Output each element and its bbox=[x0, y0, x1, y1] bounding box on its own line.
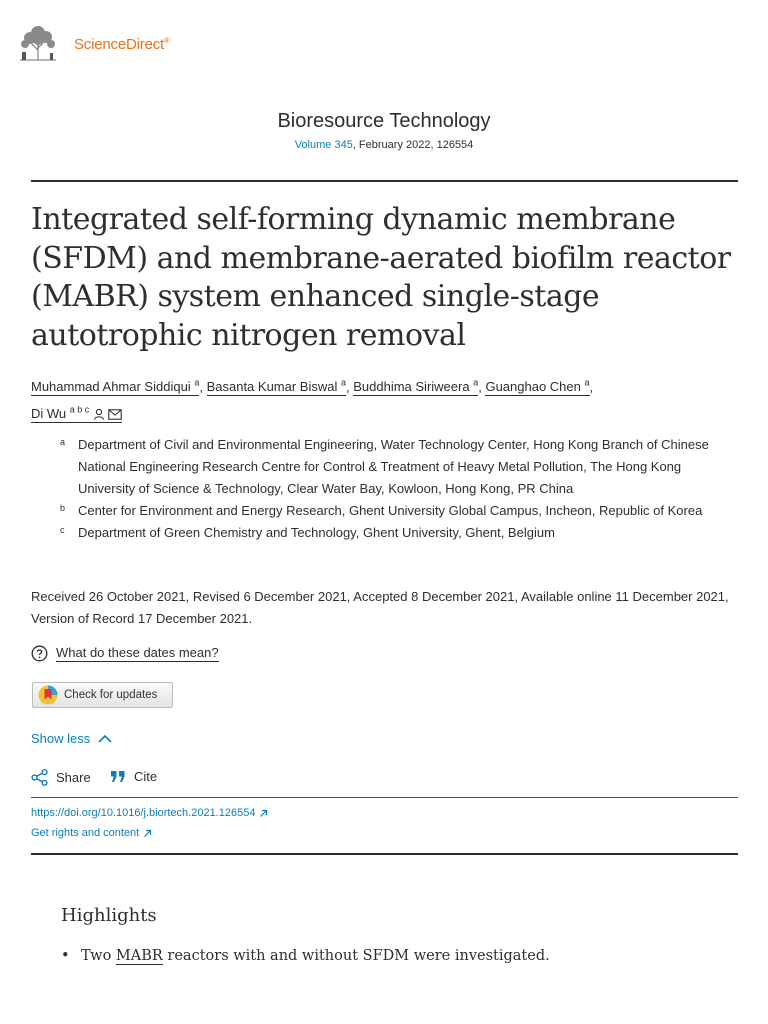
author-link[interactable]: Di Wu $^{a b c}$ bbox=[31, 406, 122, 423]
chevron-up-icon bbox=[98, 734, 112, 743]
author-link[interactable]: Basanta Kumar Biswal $^a$ bbox=[206, 378, 346, 395]
doi-link[interactable]: https://doi.org/10.1016/j.biortech.2021.126554 bbox=[31, 807, 268, 819]
crossmark-icon bbox=[37, 684, 59, 706]
dates-help-link[interactable]: What do these dates mean? bbox=[31, 645, 219, 662]
affiliation: c Department of Green Chemistry and Technology, Ghent University, Ghent, Belgium bbox=[60, 525, 555, 540]
article-dates: Received 26 October 2021, Revised 6 December 2021, Accepted 8 December 2021, Available online 11 December 2021, Version of Record 17 December 2021. bbox=[31, 589, 729, 626]
sciencedirect-logo[interactable]: ScienceDirect® bbox=[74, 36, 170, 53]
glossary-term-link[interactable]: MABR bbox=[115, 948, 163, 964]
question-icon bbox=[31, 645, 48, 662]
affiliation: b Center for Environment and Energy Research, Ghent University Global Campus, Incheon, Republic of Korea bbox=[60, 503, 703, 518]
quote-icon bbox=[110, 770, 126, 783]
author-list: Muhammad Ahmar Siddiqui $^a$, Basanta Kumar Biswal $^a$, Buddhima Siriweera $^a$, Guanghao Chen $^a$, Di Wu $^{a b c}$ bbox=[31, 378, 594, 421]
show-less-toggle[interactable]: Show less bbox=[31, 731, 112, 746]
highlight-item: • Two MABR reactors with and without SFDM were investigated. bbox=[61, 948, 550, 964]
external-link-icon bbox=[259, 809, 268, 818]
volume-line: Volume 345, February 2022, 126554 bbox=[294, 139, 474, 151]
article-title: Integrated self-forming dynamic membrane (SFDM) and membrane-aerated biofilm reactor (MABR) system enhanced single-stage autotrophic nitrogen removal bbox=[31, 202, 731, 353]
share-button[interactable]: Share bbox=[31, 769, 91, 786]
author-link[interactable]: Guanghao Chen $^a$ bbox=[485, 378, 590, 395]
divider bbox=[31, 797, 738, 798]
person-icon bbox=[93, 408, 105, 420]
elsevier-tree-icon[interactable] bbox=[16, 24, 60, 62]
external-link-icon bbox=[143, 829, 152, 838]
author-link[interactable]: Buddhima Siriweera $^a$ bbox=[353, 378, 479, 395]
divider bbox=[31, 180, 738, 182]
divider bbox=[31, 853, 738, 855]
bullet: • bbox=[61, 948, 70, 964]
check-updates-button[interactable]: Check for updates bbox=[32, 682, 173, 708]
affiliation: a Department of Civil and Environmental Engineering, Water Technology Center, Hong Kong Branch of Chinese National Engineering Research Centre for Control & Treatment of Heavy Metal Pollution, The Hong Kong University of Science & Technology, Clear Water Bay, Kowloon, Hong Kong, PR China bbox=[60, 437, 709, 496]
journal-name[interactable]: Bioresource Technology bbox=[277, 110, 491, 132]
affiliations bbox=[60, 434, 740, 544]
rights-link[interactable]: Get rights and content bbox=[31, 827, 152, 839]
author-link[interactable]: Muhammad Ahmar Siddiqui $^a$ bbox=[31, 378, 200, 395]
highlights-heading: Highlights bbox=[61, 905, 157, 926]
cite-button[interactable]: Cite bbox=[110, 769, 157, 784]
volume-link[interactable]: Volume 345 bbox=[294, 139, 353, 151]
share-icon bbox=[31, 769, 48, 786]
envelope-icon bbox=[108, 409, 122, 420]
